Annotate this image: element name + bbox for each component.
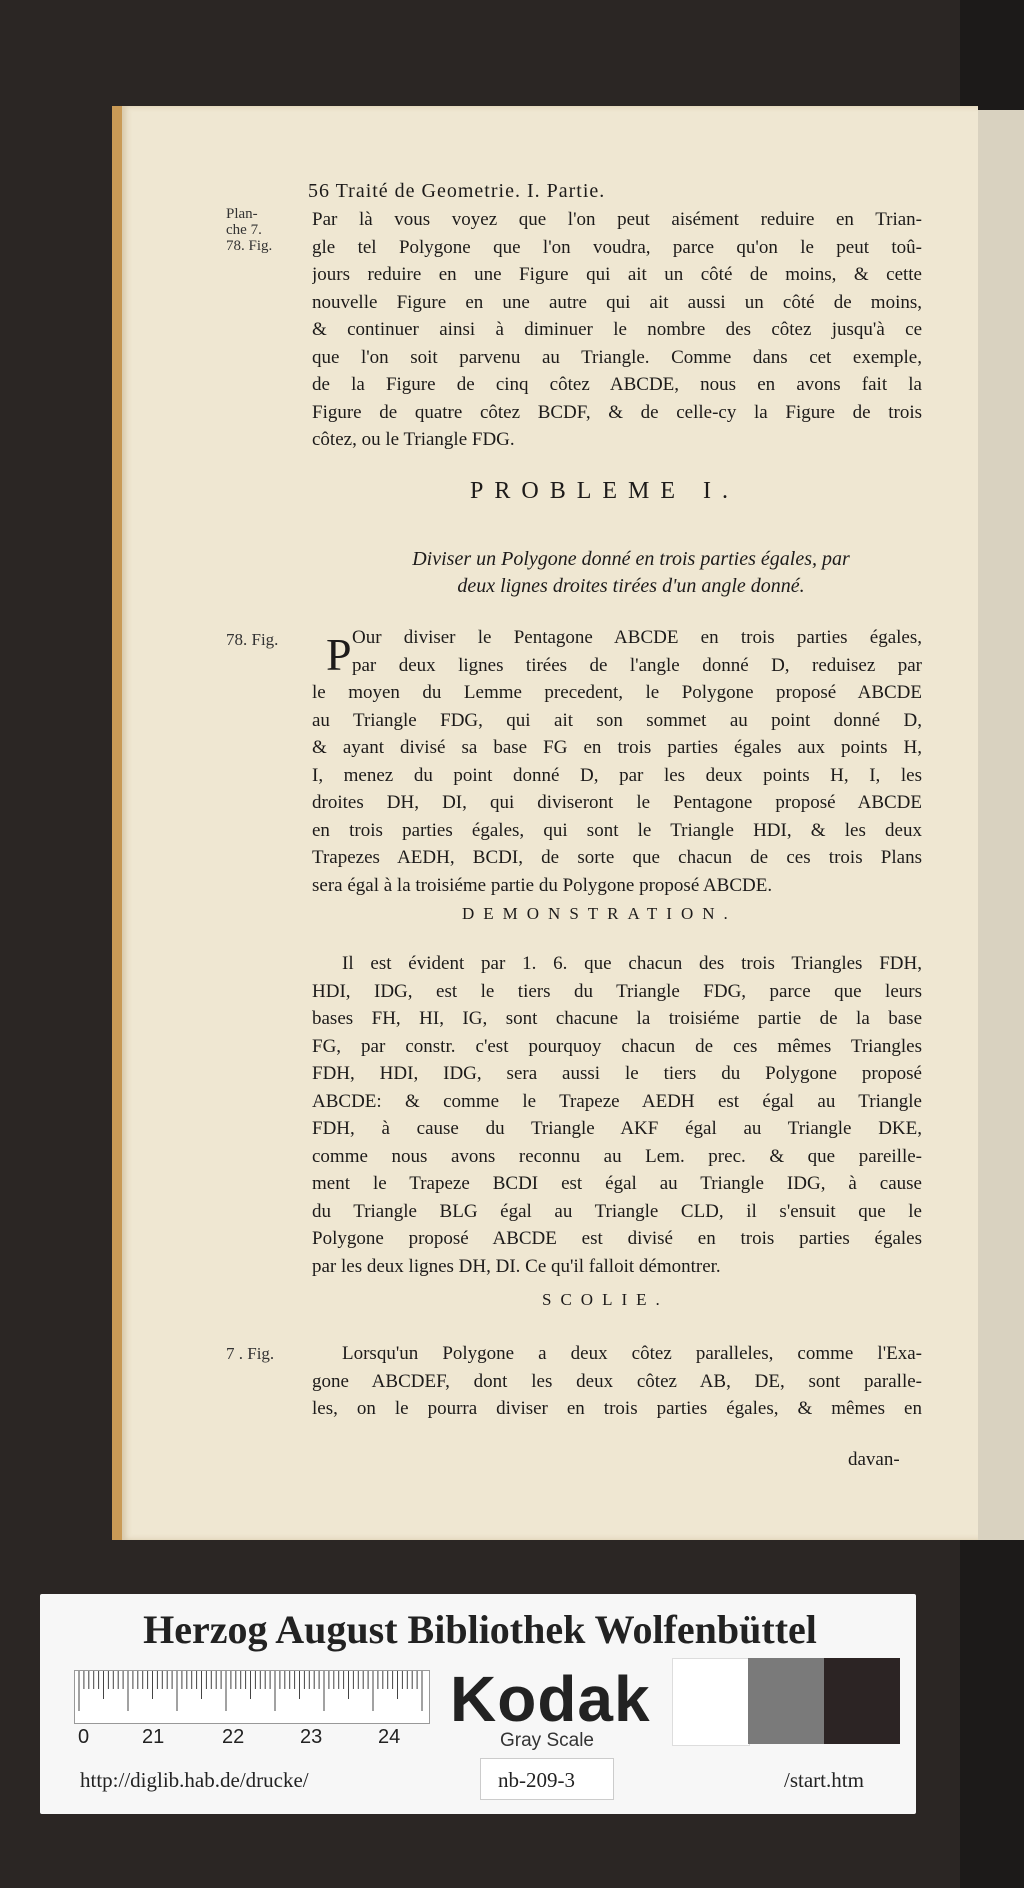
- text-line: Our diviser le Pentagone ABCDE en trois parties égales,: [352, 627, 922, 648]
- text-line: sera égal à la troisiéme partie du Polygone proposé ABCDE.: [312, 874, 773, 896]
- shelfmark: nb-209-3: [498, 1768, 575, 1792]
- text-line: ment le Trapeze BCDI est égal au Triangle IDG, à cause: [312, 1173, 922, 1194]
- statement-line: deux lignes droites tirées d'un angle donné.: [457, 575, 805, 597]
- text-line: du Triangle BLG égal au Triangle CLD, il s'ensuit que le: [312, 1200, 922, 1222]
- text-line: le moyen du Lemme precedent, le Polygone proposé ABCDE: [312, 682, 922, 703]
- text-line: de la Figure de cinq côtez ABCDE, nous en avons fait la: [312, 374, 922, 395]
- text-line: comme nous avons reconnu au Lem. prec. & que pareille-: [312, 1145, 922, 1167]
- ruler-number: 23: [300, 1726, 323, 1748]
- swatch-gray: [748, 1658, 824, 1744]
- margin-note-fig-3: 7 . Fig.: [226, 1344, 275, 1363]
- text-line: FG, par constr. c'est pourquoy chacun de ces mêmes Triangles: [312, 1035, 922, 1057]
- text-line: côtez, ou le Triangle FDG.: [312, 429, 515, 450]
- text-line: gone ABCDEF, dont les deux côtez AB, DE, sont paralle-: [312, 1370, 922, 1392]
- text-line: Trapezes AEDH, BCDI, de sorte que chacun de ces trois Plans: [312, 847, 922, 868]
- scan-reference-card: [40, 1594, 916, 1814]
- demonstration-paragraph: [312, 950, 922, 1280]
- ruler-number: 21: [142, 1726, 165, 1748]
- problem-title: PROBLEME I.: [470, 478, 740, 504]
- text-line: au Triangle FDG, qui ait son sommet au point donné D,: [312, 709, 922, 731]
- text-line: Par là vous voyez que l'on peut aisément reduire en Trian-: [312, 209, 922, 230]
- text-line: les, on le pourra diviser en trois parties égales, & mêmes en: [312, 1398, 922, 1419]
- ruler: [74, 1670, 430, 1724]
- url-prefix: http://diglib.hab.de/drucke/: [80, 1768, 309, 1792]
- text-line: que l'on soit parvenu au Triangle. Comme dans cet exemple,: [312, 346, 922, 368]
- text-line: Polygone proposé ABCDE est divisé en trois parties égales: [312, 1228, 922, 1249]
- text-line: Il est évident par 1. 6. que chacun des trois Triangles FDH,: [342, 953, 922, 974]
- text-line: en trois parties égales, qui sont le Triangle HDI, & les deux: [312, 819, 922, 841]
- text-line: bases FH, HI, IG, sont chacune la troisiéme partie de la base: [312, 1008, 922, 1029]
- text-line: jours reduire en une Figure qui ait un côté de moins, & cette: [312, 264, 922, 285]
- problem-statement: [340, 546, 922, 600]
- margin-note-plate-1: Plan-: [226, 206, 258, 222]
- text-line: FDH, HDI, IDG, sera aussi le tiers du Polygone proposé: [312, 1063, 922, 1084]
- text-line: HDI, IDG, est le tiers du Triangle FDG, parce que leurs: [312, 980, 922, 1002]
- margin-note-plate-3: 78. Fig.: [226, 238, 273, 254]
- library-name: Herzog August Bibliothek Wolfenbüttel: [143, 1607, 817, 1652]
- kodak-logo: Kodak: [450, 1663, 651, 1735]
- next-page-edge: [975, 110, 1024, 1540]
- statement-line: Diviser un Polygone donné en trois parties égales, par: [412, 548, 850, 570]
- running-head: 56 Traité de Geometrie. I. Partie.: [308, 180, 606, 202]
- text-line: I, menez du point donné D, par les deux points H, I, les: [312, 764, 922, 786]
- text-line: Lorsqu'un Polygone a deux côtez paralleles, comme l'Exa-: [342, 1343, 922, 1364]
- margin-note-fig-78: 78. Fig.: [226, 630, 279, 649]
- intro-paragraph: [312, 206, 922, 454]
- ruler-number: 22: [222, 1726, 245, 1748]
- scholium-paragraph: [312, 1340, 922, 1423]
- text-line: Figure de quatre côtez BCDF, & de celle-cy la Figure de trois: [312, 401, 922, 423]
- problem-paragraph: [312, 624, 922, 899]
- text-line: ABCDE: & comme le Trapeze AEDH est égal au Triangle: [312, 1090, 922, 1112]
- text-line: par deux lignes tirées de l'angle donné D, reduisez par: [352, 654, 922, 676]
- gray-scale-label: Gray Scale: [500, 1730, 594, 1751]
- catchword: davan-: [848, 1449, 900, 1470]
- swatch-white: [672, 1658, 750, 1746]
- url-suffix: /start.htm: [784, 1768, 864, 1792]
- text-line: par les deux lignes DH, DI. Ce qu'il falloit démontrer.: [312, 1255, 721, 1277]
- margin-note-plate-2: che 7.: [226, 222, 262, 238]
- ruler-ticks: [75, 1671, 429, 1723]
- text-line: & ayant divisé sa base FG en trois parties égales aux points H,: [312, 737, 922, 758]
- text-line: droites DH, DI, qui diviseront le Pentagone proposé ABCDE: [312, 792, 922, 813]
- demonstration-title: DEMONSTRATION.: [462, 904, 737, 923]
- text-line: & continuer ainsi à diminuer le nombre des côtez jusqu'à ce: [312, 319, 922, 340]
- ruler-number: 0: [78, 1726, 90, 1748]
- scholium-title: SCOLIE.: [542, 1290, 669, 1309]
- swatch-black: [824, 1658, 900, 1744]
- text-line: FDH, à cause du Triangle AKF égal au Triangle DKE,: [312, 1118, 922, 1139]
- text-line: gle tel Polygone que l'on voudra, parce qu'on le peut toû-: [312, 236, 922, 258]
- drop-cap: P: [326, 629, 352, 680]
- ruler-number: 24: [378, 1726, 401, 1748]
- text-line: nouvelle Figure en une autre qui ait aussi un côté de moins,: [312, 291, 922, 313]
